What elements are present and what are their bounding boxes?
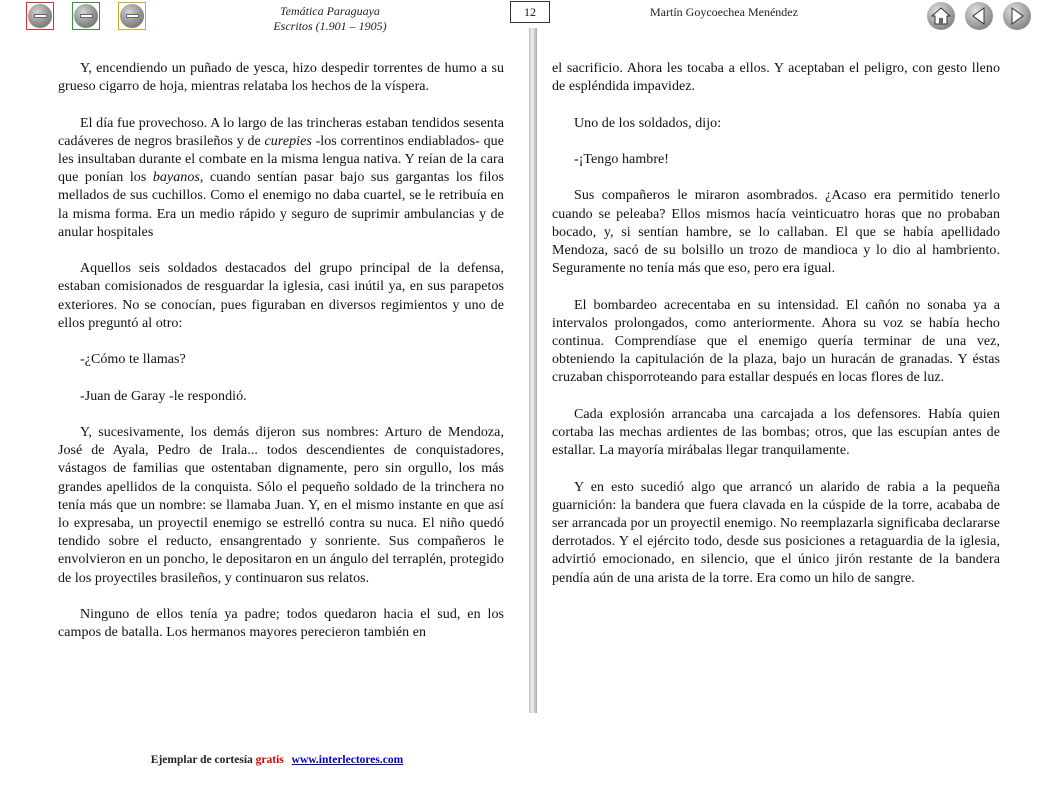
next-page-icon [1009,7,1025,25]
paragraph: Y en esto sucedió algo que arrancó un alarido de rabia a la pequeña guarnición: la bandera que fuera clavada en la cúspide de la torre, acababa de ser arrancada por un proyectil enemigo. No reemplazarla significaba declararse derrotados. Y el ejército todo, desde sus posiciones a retaguardia de la iglesia, advirtió emocionado, en silencio, que el único jirón restante de la bandera pendía aún de una arista de la torre. Era como un hilo de sangre. [552,479,1000,586]
paragraph: -¡Tengo hambre! [574,151,670,167]
paragraph: Aquellos seis soldados destacados del grupo principal de la defensa, estaban comisionados de resguardar la iglesia, casi inútil ya, en sus parapetos exteriores. No se conocían, pues figuraban en diversos regimientos y uno de ellos preguntó al otro: [58,261,504,331]
series-title: Temática Paraguaya [280,4,380,18]
author-name: Martín Goycoechea Menéndez [650,5,798,19]
footer-gratis: gratis [255,754,284,766]
home-icon [931,7,951,25]
minimize-icon [120,4,144,28]
right-column [552,60,1000,606]
paragraph: -Juan de Garay -le respondió. [80,388,247,404]
page-number: 12 [510,1,550,23]
series-subtitle: Escritos (1.901 – 1905) [273,19,387,33]
footer-prefix: Ejemplar de cortesía [150,754,253,766]
window-button-1[interactable] [26,2,54,30]
minimize-icon [74,4,98,28]
window-button-3[interactable] [118,2,146,30]
paragraph: -¿Cómo te llamas? [80,352,186,368]
paragraph: El día fue provechoso. A lo largo de las trincheras estaban tendidos sesenta cadáveres de negros brasileños y de curepies -los correntinos endiablados- que les insultaban durante el combate en la misma lengua nativa. Y reían de la cara que ponían los bayanos, cuando sentían pasar bajo sus gargantas los filos mellados de sus cuchillos. Como el enemigo no daba cuartel, se le retribuía en la misma forma. Era un medio rápido y seguro de suprimir ambulancias y de anular hospitales [58,115,505,240]
paragraph: Y, encendiendo un puñado de yesca, hizo despedir torrentes de humo a su grueso cigarro de hoja, mientras relataba los hechos de la víspera. [58,61,504,95]
previous-page-icon [971,7,987,25]
paragraph: Ninguno de ellos tenía ya padre; todos quedaron hacia el sud, en los campos de batalla. Los hermanos mayores perecieron también en [58,607,504,641]
paragraph: Sus compañeros le miraron asombrados. ¿Acaso era permitido tenerlo cuando se peleaba? Ellos mismos hacía veinticuatro horas que no probaban bocado, y, si sentían hambre, se lo callaban. El que se había apellidado Mendoza, sacó de su bolsillo un trozo de mandioca y lo dio al hambriento. Seguramente no tenía más que eso, pero era igual. [552,188,1000,277]
series-header [230,4,430,34]
paragraph: el sacrificio. Ahora les tocaba a ellos. Y aceptaban el peligro, con gesto lleno de espléndida impavidez. [552,61,1000,95]
previous-page-button[interactable] [965,2,993,30]
paragraph: Y, sucesivamente, los demás dijeron sus nombres: Arturo de Mendoza, José de Ayala, Pedro de Irala... todos descendientes de conquistadores, vástagos de familias que ostentaban dignamente, pero sin orgullo, los más grandes apellidos de la conquista. Sólo el pequeño soldado de la trinchera no tenía más que un nombre: se llamaba Juan. Y, en el mismo instante en que así lo expresaba, un proyectil enemigo se estrelló contra su nuca. El niño quedó tendido sobre el reducto, ensangrentado y sonriente. Sus compañeros le envolvieron en un poncho, le depositaron en un ángulo del terraplén, protegido de los proyectiles brasileños, y continuaron sus relatos. [58,424,504,586]
paragraph: Uno de los soldados, dijo: [574,115,722,131]
footer [0,754,554,766]
home-button[interactable] [927,2,955,30]
footer-link[interactable]: www.interlectores.com [291,754,404,766]
paragraph: Cada explosión arrancaba una carcajada a los defensores. Había quien cortaba las mechas ardientes de las bombas; otros, que las escupían antes de estallar. La mayoría mirábalas llegar tranquilamente. [552,406,1000,459]
minimize-icon [28,4,52,28]
column-divider [529,28,537,713]
next-page-button[interactable] [1003,2,1031,30]
left-column [58,60,504,661]
window-button-2[interactable] [72,2,100,30]
paragraph: El bombardeo acrecentaba en su intensidad. El cañón no sonaba ya a intervalos prolongados, como anteriormente. Ahora su voz se había hecho continua. Comprendíase que el enemigo quería terminar de una vez, obteniendo la capitulación de la plaza, bajo un huracán de granadas. Y éstas cruzaban chisporroteando para estallar después en locas flores de luz. [552,297,1000,386]
